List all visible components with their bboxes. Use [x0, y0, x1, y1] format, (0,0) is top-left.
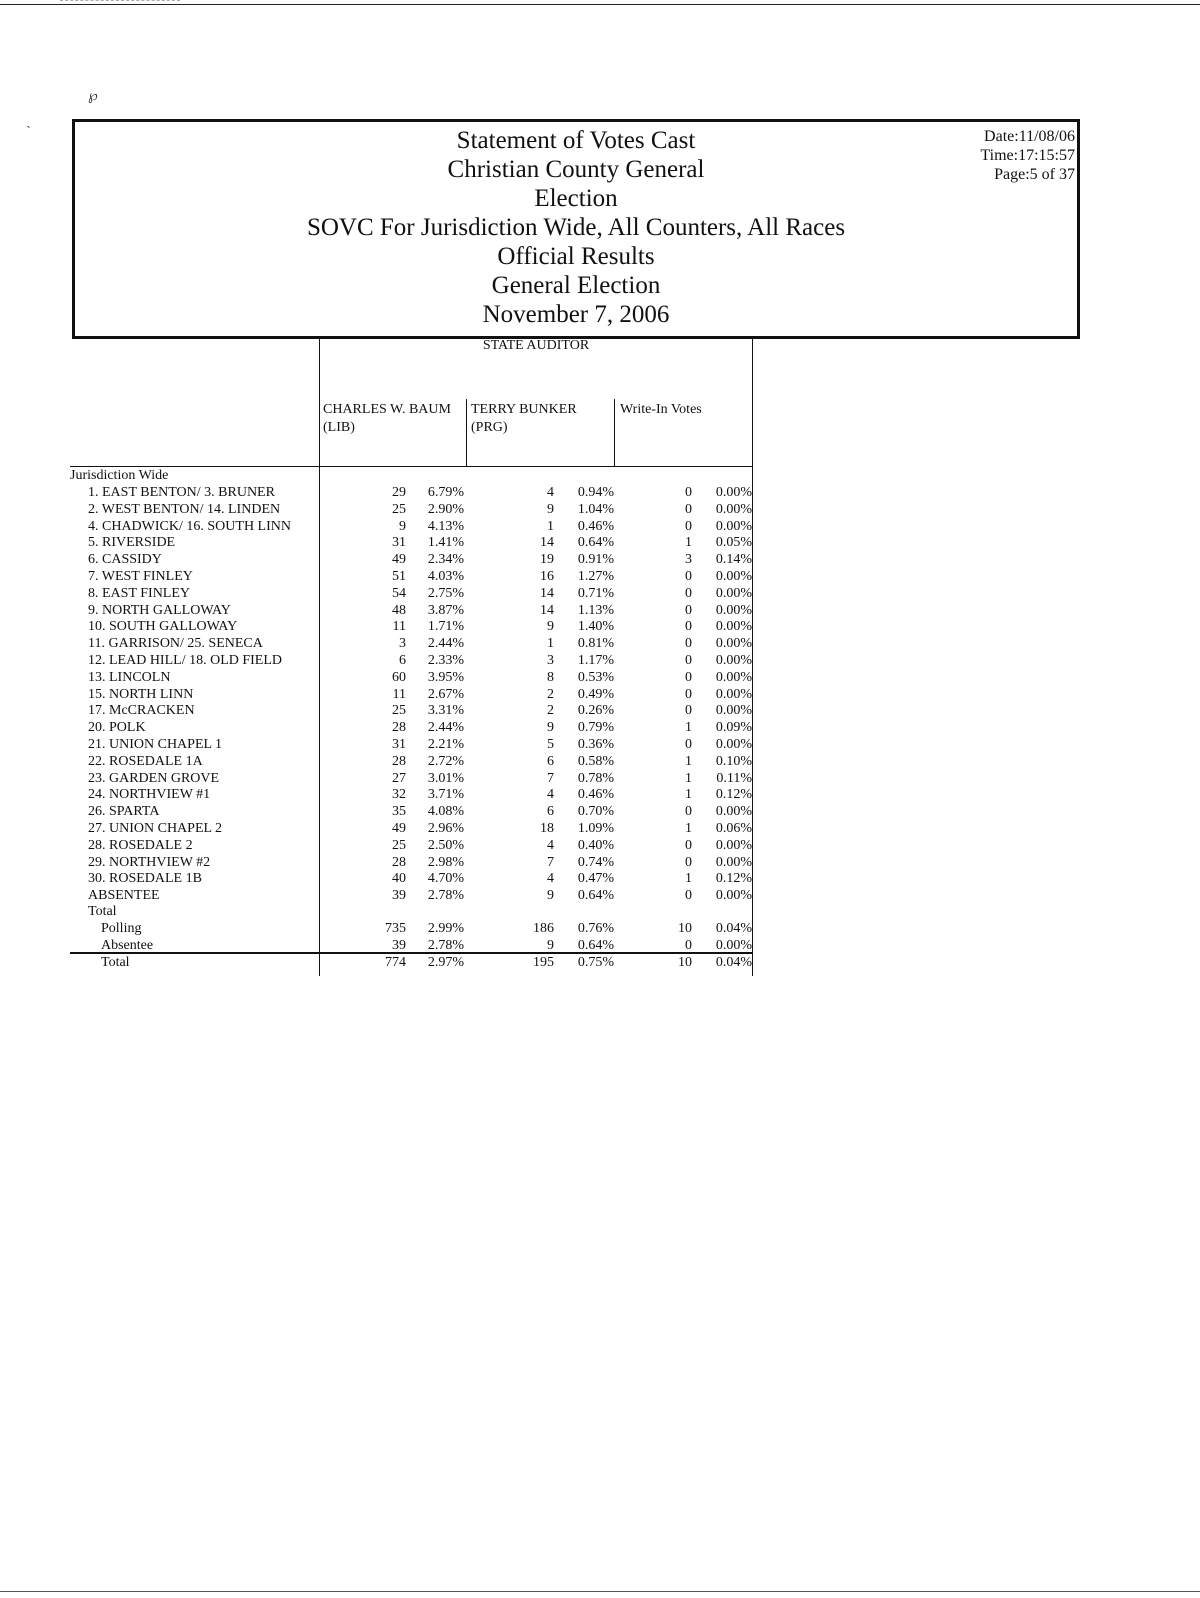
cell-percent: 1.40% [577, 619, 614, 635]
cell-votes: 39 [392, 888, 406, 904]
cell-votes: 7 [547, 770, 554, 786]
cell-percent: 2.96% [427, 821, 464, 836]
row-name: 24. NORTHVIEW #1 [88, 787, 211, 803]
cell-votes: 40 [392, 871, 406, 887]
cell-percent: 0.00% [715, 837, 752, 853]
cell-votes: 10 [678, 921, 692, 936]
scan-edge-bottom [0, 1591, 1200, 1592]
cell-percent: 1.41% [427, 535, 464, 551]
cell-votes: 10 [678, 955, 692, 970]
column-rule [614, 399, 615, 467]
cell-votes: 9 [547, 888, 554, 904]
report-title-line: Christian County General [447, 156, 705, 183]
cell-votes: 31 [392, 737, 406, 752]
cell-percent: 3.31% [427, 703, 464, 719]
cell-votes: 0 [685, 653, 692, 668]
candidate-header [620, 401, 702, 419]
cell-votes: 16 [540, 569, 554, 584]
report-election-type: General Election [491, 272, 661, 299]
cell-votes: 25 [392, 501, 406, 517]
cell-percent: 0.46% [577, 518, 614, 534]
cell-votes: 11 [392, 619, 406, 635]
row-name: 4. CHADWICK/ 16. SOUTH LINN [88, 518, 291, 534]
cell-percent: 2.44% [427, 636, 464, 652]
table-row [70, 534, 754, 551]
cell-percent: 0.12% [715, 871, 752, 887]
cell-percent: 0.36% [577, 737, 614, 752]
cell-votes: 774 [385, 955, 406, 970]
table-row [70, 585, 754, 602]
cell-votes: 4 [547, 787, 554, 803]
row-name: 13. LINCOLN [88, 669, 171, 685]
cell-percent: 0.14% [715, 552, 752, 568]
cell-votes: 49 [392, 821, 406, 836]
table-row [70, 669, 754, 686]
cell-votes: 5 [547, 737, 554, 752]
cell-percent: 0.11% [716, 770, 752, 786]
cell-percent: 0.64% [577, 938, 614, 953]
cell-percent: 0.74% [577, 854, 614, 870]
cell-votes: 54 [392, 585, 406, 601]
cell-percent: 0.94% [577, 485, 614, 500]
cell-percent: 6.79% [427, 485, 464, 500]
cell-votes: 32 [392, 787, 406, 803]
table-row [70, 887, 754, 904]
report-election-date: November 7, 2006 [482, 301, 670, 328]
cell-votes: 27 [392, 770, 406, 786]
row-name: 26. SPARTA [88, 804, 160, 820]
cell-percent: 0.10% [715, 753, 752, 769]
cell-percent: 4.03% [427, 569, 464, 584]
cell-percent: 0.00% [715, 636, 752, 652]
cell-percent: 0.06% [715, 821, 752, 836]
cell-percent: 2.97% [427, 955, 464, 970]
candidate-name: TERRY BUNKER [471, 402, 577, 417]
cell-percent: 0.58% [577, 753, 614, 769]
row-name: Polling [101, 921, 142, 936]
row-name: 28. ROSEDALE 2 [88, 837, 193, 853]
row-name: 11. GARRISON/ 25. SENECA [88, 636, 263, 652]
cell-percent: 3.95% [427, 669, 464, 685]
cell-percent: 2.98% [427, 854, 464, 870]
table-row [70, 854, 754, 871]
cell-percent: 2.44% [427, 720, 464, 736]
table-row [70, 753, 754, 770]
scan-artifact [60, 0, 180, 4]
stray-mark: ℘ [88, 89, 98, 104]
cell-votes: 186 [533, 921, 554, 936]
report-subtitle: SOVC For Jurisdiction Wide, All Counters, All Races [306, 214, 846, 241]
cell-votes: 1 [547, 518, 554, 534]
report-page: Page:5 of 37 [994, 166, 1075, 183]
cell-votes: 25 [392, 703, 406, 719]
cell-percent: 2.67% [427, 686, 464, 702]
cell-percent: 0.04% [715, 921, 752, 936]
candidate-header [323, 401, 451, 437]
cell-percent: 0.47% [577, 871, 614, 887]
table-row-grand-total [70, 954, 754, 971]
cell-percent: 3.01% [427, 770, 464, 786]
cell-percent: 1.27% [577, 569, 614, 584]
row-name: 22. ROSEDALE 1A [88, 753, 203, 769]
table-row [70, 568, 754, 585]
cell-percent: 0.00% [715, 585, 752, 601]
cell-percent: 0.00% [715, 669, 752, 685]
cell-percent: 0.00% [715, 619, 752, 635]
table-row [70, 602, 754, 619]
cell-percent: 1.04% [577, 501, 614, 517]
cell-votes: 0 [685, 737, 692, 752]
cell-percent: 0.53% [577, 669, 614, 685]
cell-percent: 1.09% [577, 821, 614, 836]
cell-votes: 0 [685, 619, 692, 635]
cell-votes: 9 [547, 938, 554, 953]
results-table [70, 336, 770, 976]
cell-votes: 3 [685, 552, 692, 568]
cell-votes: 0 [685, 501, 692, 517]
cell-percent: 0.00% [715, 804, 752, 820]
cell-percent: 1.17% [577, 653, 614, 668]
row-name: Absentee [101, 938, 154, 953]
cell-votes: 0 [685, 703, 692, 719]
cell-percent: 0.26% [577, 703, 614, 719]
cell-percent: 0.91% [577, 552, 614, 568]
cell-votes: 0 [685, 569, 692, 584]
cell-votes: 2 [547, 686, 554, 702]
cell-percent: 4.70% [427, 871, 464, 887]
table-row [70, 635, 754, 652]
cell-votes: 0 [685, 686, 692, 702]
cell-percent: 2.50% [427, 837, 464, 853]
cell-percent: 0.04% [715, 955, 752, 970]
table-row [70, 551, 754, 568]
candidate-name: Write-In Votes [620, 402, 702, 417]
cell-percent: 0.64% [577, 535, 614, 551]
report-status: Official Results [497, 243, 655, 270]
cell-votes: 2 [547, 703, 554, 719]
table-row [70, 803, 754, 820]
cell-percent: 0.64% [577, 888, 614, 904]
row-name: 30. ROSEDALE 1B [88, 871, 202, 887]
cell-percent: 3.87% [427, 602, 464, 618]
cell-votes: 25 [392, 837, 406, 853]
table-row [70, 719, 754, 736]
table-row [70, 501, 754, 518]
report-title: Statement of Votes Cast [456, 127, 696, 154]
cell-votes: 28 [392, 720, 406, 736]
row-name: 6. CASSIDY [88, 552, 162, 568]
row-name: 17. McCRACKEN [88, 703, 195, 719]
cell-votes: 9 [547, 720, 554, 736]
cell-percent: 1.71% [427, 619, 464, 635]
cell-votes: 11 [392, 686, 406, 702]
cell-votes: 4 [547, 837, 554, 853]
cell-votes: 7 [547, 854, 554, 870]
race-title: STATE AUDITOR [482, 338, 590, 353]
cell-percent: 0.00% [715, 888, 752, 904]
table-row [70, 736, 754, 753]
table-row [70, 837, 754, 854]
cell-percent: 1.13% [577, 602, 614, 618]
row-name: 20. POLK [88, 720, 146, 736]
table-row [70, 820, 754, 837]
report-meta [980, 127, 1075, 184]
row-name: 9. NORTH GALLOWAY [88, 602, 231, 618]
cell-percent: 0.70% [577, 804, 614, 820]
cell-votes: 4 [547, 871, 554, 887]
cell-votes: 0 [685, 804, 692, 820]
cell-percent: 2.72% [427, 753, 464, 769]
cell-votes: 14 [540, 602, 554, 618]
row-name: 29. NORTHVIEW #2 [88, 854, 211, 870]
cell-votes: 8 [547, 669, 554, 685]
cell-percent: 0.12% [715, 787, 752, 803]
cell-votes: 0 [685, 938, 692, 953]
cell-votes: 9 [399, 518, 406, 534]
cell-percent: 0.00% [715, 518, 752, 534]
cell-percent: 0.79% [577, 720, 614, 736]
cell-percent: 2.90% [427, 501, 464, 517]
cell-votes: 60 [392, 669, 406, 685]
cell-votes: 0 [685, 888, 692, 904]
cell-percent: 0.71% [577, 585, 614, 601]
cell-percent: 2.21% [427, 737, 464, 752]
cell-percent: 0.46% [577, 787, 614, 803]
cell-percent: 0.49% [577, 686, 614, 702]
cell-votes: 1 [685, 821, 692, 836]
candidate-party: (LIB) [323, 420, 355, 435]
cell-votes: 28 [392, 854, 406, 870]
cell-percent: 0.00% [715, 569, 752, 584]
cell-votes: 14 [540, 535, 554, 551]
cell-votes: 1 [685, 871, 692, 887]
cell-votes: 1 [685, 753, 692, 769]
cell-votes: 49 [392, 552, 406, 568]
row-name: ABSENTEE [88, 888, 160, 904]
cell-votes: 0 [685, 854, 692, 870]
row-name: 23. GARDEN GROVE [88, 770, 220, 786]
cell-percent: 0.00% [715, 686, 752, 702]
cell-percent: 0.81% [577, 636, 614, 652]
section-label-row [70, 467, 754, 484]
cell-percent: 0.00% [715, 602, 752, 618]
cell-votes: 0 [685, 669, 692, 685]
report-title-line: Election [534, 185, 618, 212]
cell-votes: 9 [547, 619, 554, 635]
cell-votes: 29 [392, 485, 406, 500]
cell-percent: 2.78% [427, 938, 464, 953]
table-row [70, 702, 754, 719]
cell-percent: 0.00% [715, 485, 752, 500]
cell-votes: 9 [547, 501, 554, 517]
cell-votes: 0 [685, 485, 692, 500]
cell-votes: 0 [685, 518, 692, 534]
cell-votes: 14 [540, 585, 554, 601]
cell-votes: 1 [685, 787, 692, 803]
section-label: Jurisdiction Wide [70, 468, 169, 483]
candidate-name: CHARLES W. BAUM [323, 402, 451, 417]
cell-votes: 39 [392, 938, 406, 953]
cell-votes: 6 [399, 653, 406, 668]
cell-percent: 0.00% [715, 501, 752, 517]
cell-votes: 1 [685, 720, 692, 736]
cell-percent: 0.00% [715, 854, 752, 870]
row-name: 12. LEAD HILL/ 18. OLD FIELD [88, 653, 283, 668]
cell-percent: 0.40% [577, 837, 614, 853]
cell-votes: 51 [392, 569, 406, 584]
column-rule [466, 399, 467, 467]
cell-votes: 48 [392, 602, 406, 618]
cell-percent: 0.00% [715, 938, 752, 953]
candidate-party: (PRG) [471, 420, 508, 435]
cell-percent: 4.13% [427, 518, 464, 534]
cell-percent: 0.09% [715, 720, 752, 736]
cell-percent: 0.78% [577, 770, 614, 786]
row-name: 21. UNION CHAPEL 1 [88, 737, 223, 752]
total-label: Total [88, 904, 117, 919]
report-header [72, 119, 1080, 339]
table-row [70, 652, 754, 669]
cell-votes: 18 [540, 821, 554, 836]
table-row-polling [70, 920, 754, 937]
cell-percent: 2.75% [427, 585, 464, 601]
report-date: Date:11/08/06 [984, 128, 1075, 145]
cell-percent: 0.05% [715, 535, 752, 551]
cell-votes: 0 [685, 636, 692, 652]
cell-votes: 6 [547, 804, 554, 820]
cell-votes: 0 [685, 837, 692, 853]
table-row [70, 618, 754, 635]
row-name: 1. EAST BENTON/ 3. BRUNER [88, 485, 275, 500]
table-row [70, 786, 754, 803]
row-name: 27. UNION CHAPEL 2 [88, 821, 223, 836]
cell-percent: 2.78% [427, 888, 464, 904]
cell-percent: 0.75% [577, 955, 614, 970]
candidate-header [471, 401, 577, 437]
cell-votes: 0 [685, 585, 692, 601]
row-name: 5. RIVERSIDE [88, 535, 176, 551]
cell-votes: 3 [399, 636, 406, 652]
cell-votes: 28 [392, 753, 406, 769]
cell-votes: 35 [392, 804, 406, 820]
total-label-row [70, 903, 754, 920]
cell-votes: 1 [547, 636, 554, 652]
cell-percent: 2.33% [427, 653, 464, 668]
report-time: Time:17:15:57 [980, 147, 1075, 164]
cell-votes: 195 [533, 955, 554, 970]
row-name: Total [101, 955, 130, 970]
cell-votes: 735 [385, 921, 406, 936]
cell-percent: 3.71% [427, 787, 464, 803]
cell-percent: 0.00% [715, 703, 752, 719]
cell-percent: 2.99% [427, 921, 464, 936]
cell-votes: 31 [392, 535, 406, 551]
row-name: 2. WEST BENTON/ 14. LINDEN [88, 501, 281, 517]
row-name: 10. SOUTH GALLOWAY [88, 619, 238, 635]
table-row-absentee [70, 937, 754, 954]
cell-votes: 4 [547, 485, 554, 500]
scan-edge-top [0, 4, 1200, 5]
table-row [70, 770, 754, 787]
table-row [70, 484, 754, 501]
row-name: 8. EAST FINLEY [88, 585, 191, 601]
row-name: 15. NORTH LINN [88, 686, 194, 702]
cell-percent: 0.76% [577, 921, 614, 936]
row-name: 7. WEST FINLEY [88, 569, 193, 584]
table-row [70, 870, 754, 887]
cell-votes: 3 [547, 653, 554, 668]
cell-percent: 0.00% [715, 653, 752, 668]
cell-percent: 0.00% [715, 737, 752, 752]
table-row [70, 686, 754, 703]
cell-percent: 2.34% [427, 552, 464, 568]
cell-votes: 1 [685, 535, 692, 551]
stray-tick: ˎ [26, 114, 31, 129]
table-row [70, 518, 754, 535]
cell-votes: 6 [547, 753, 554, 769]
cell-votes: 1 [685, 770, 692, 786]
cell-percent: 4.08% [427, 804, 464, 820]
cell-votes: 19 [540, 552, 554, 568]
cell-votes: 0 [685, 602, 692, 618]
